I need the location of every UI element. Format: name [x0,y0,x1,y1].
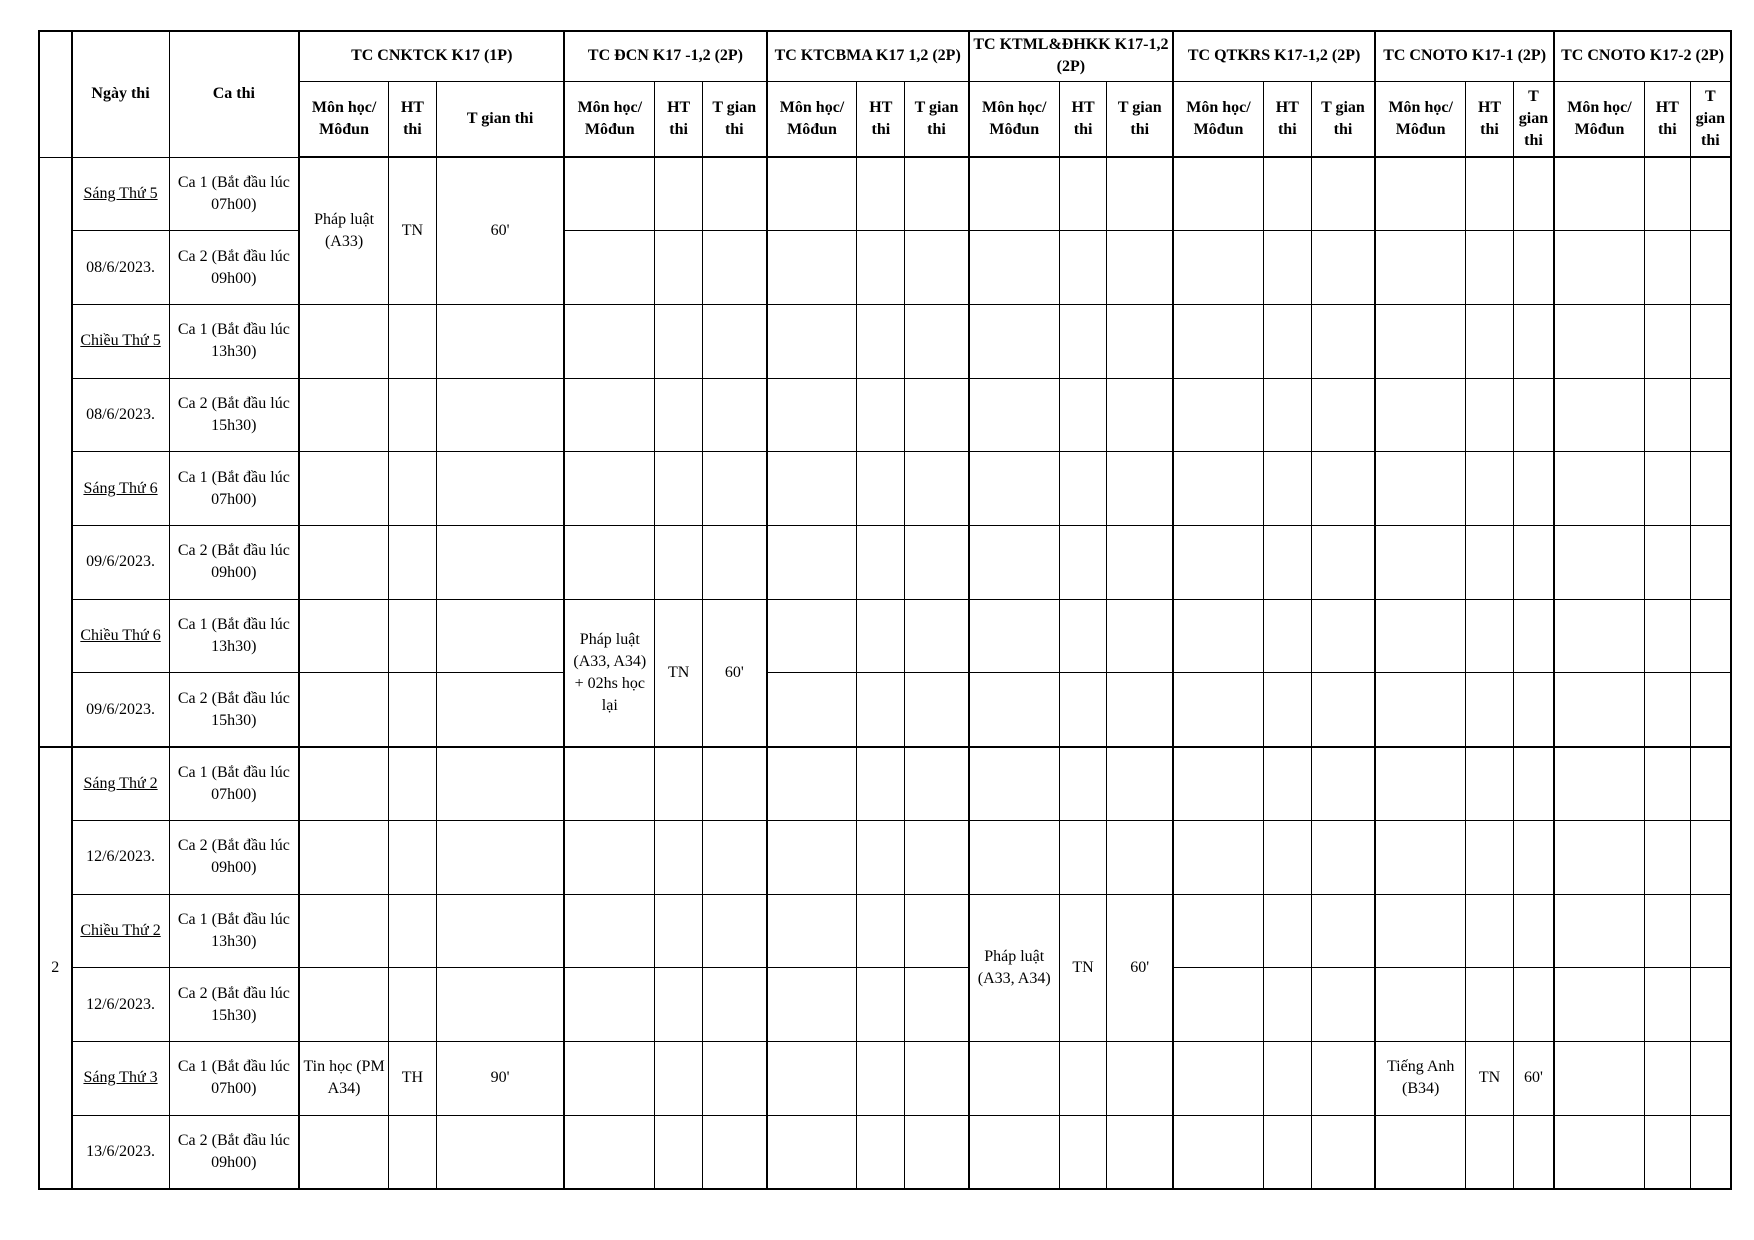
exam-time: 60' [1107,894,1173,1041]
exam-subject: Tin học (PM A34) [299,1041,388,1115]
form-header: HT thi [1263,81,1311,157]
day-label: Chiều Thứ 2 [72,894,170,968]
subject-header: Môn học/ Môđun [969,81,1059,157]
exam-form: TN [1059,894,1107,1041]
day-label: Sáng Thứ 2 [72,747,170,821]
shift-column-header: Ca thi [169,31,299,157]
time-header: T gian thi [703,81,767,157]
shift-cell: Ca 2 (Bắt đầu lúc 09h00) [169,231,299,305]
day-date: 09/6/2023. [72,673,170,747]
day-date: 08/6/2023. [72,231,170,305]
group-header-ktcbma: TC KTCBMA K17 1,2 (2P) [767,31,969,81]
exam-time: 60' [436,157,564,304]
group-header-cnktck: TC CNKTCK K17 (1P) [299,31,564,81]
subject-header: Môn học/ Môđun [1554,81,1644,157]
exam-schedule-table [38,30,1732,1190]
form-header: HT thi [1059,81,1107,157]
shift-cell: Ca 1 (Bắt đầu lúc 13h30) [169,599,299,673]
subject-header: Môn học/ Môđun [1173,81,1263,157]
exam-time: 90' [436,1041,564,1115]
day-label: Sáng Thứ 5 [72,157,170,231]
time-header: T gian thi [905,81,969,157]
shift-cell: Ca 1 (Bắt đầu lúc 07h00) [169,1041,299,1115]
shift-cell: Ca 1 (Bắt đầu lúc 07h00) [169,747,299,821]
exam-time: 60' [1513,1041,1554,1115]
group-header-qtkrs: TC QTKRS K17-1,2 (2P) [1173,31,1375,81]
week-cell-previous [39,157,72,747]
shift-cell: Ca 2 (Bắt đầu lúc 15h30) [169,673,299,747]
exam-subject: Tiếng Anh (B34) [1375,1041,1465,1115]
subject-header: Môn học/ Môđun [564,81,654,157]
form-header: HT thi [1466,81,1514,157]
exam-subject: Pháp luật (A33, A34) + 02hs học lại [564,599,654,746]
day-date: 13/6/2023. [72,1115,170,1189]
exam-time: 60' [703,599,767,746]
day-date: 12/6/2023. [72,820,170,894]
time-header: T gian thi [1107,81,1173,157]
shift-cell: Ca 2 (Bắt đầu lúc 09h00) [169,820,299,894]
shift-cell: Ca 2 (Bắt đầu lúc 15h30) [169,968,299,1042]
time-header: T gian thi [1311,81,1375,157]
shift-cell: Ca 1 (Bắt đầu lúc 13h30) [169,894,299,968]
day-label: Chiều Thứ 6 [72,599,170,673]
exam-form: TN [655,599,703,746]
group-header-dcn: TC ĐCN K17 -1,2 (2P) [564,31,766,81]
shift-cell: Ca 1 (Bắt đầu lúc 07h00) [169,157,299,231]
shift-cell: Ca 1 (Bắt đầu lúc 13h30) [169,304,299,378]
day-date: 12/6/2023. [72,968,170,1042]
subject-header: Môn học/ Môđun [767,81,857,157]
exam-subject: Pháp luật (A33, A34) [969,894,1059,1041]
date-column-header: Ngày thi [72,31,170,157]
day-label: Sáng Thứ 3 [72,1041,170,1115]
exam-form: TH [389,1041,437,1115]
form-header: HT thi [655,81,703,157]
time-header: T gian thi [436,81,564,157]
time-header: T gian thi [1513,81,1554,157]
shift-cell: Ca 2 (Bắt đầu lúc 09h00) [169,1115,299,1189]
exam-form: TN [1466,1041,1514,1115]
shift-cell: Ca 2 (Bắt đầu lúc 15h30) [169,378,299,452]
form-header: HT thi [857,81,905,157]
subject-header: Môn học/ Môđun [299,81,388,157]
day-date: 09/6/2023. [72,526,170,600]
week-column-header [39,31,72,157]
group-header-ktml: TC KTML&ĐHKK K17-1,2 (2P) [969,31,1173,81]
exam-subject: Pháp luật (A33) [299,157,388,304]
week-number-cell: 2 [39,747,72,1189]
shift-cell: Ca 2 (Bắt đầu lúc 09h00) [169,526,299,600]
time-header: T gian thi [1690,81,1731,157]
group-header-cnoto1: TC CNOTO K17-1 (2P) [1375,31,1554,81]
subject-header: Môn học/ Môđun [1375,81,1465,157]
form-header: HT thi [389,81,437,157]
shift-cell: Ca 1 (Bắt đầu lúc 07h00) [169,452,299,526]
day-label: Sáng Thứ 6 [72,452,170,526]
exam-form: TN [389,157,437,304]
day-date: 08/6/2023. [72,378,170,452]
day-label: Chiều Thứ 5 [72,304,170,378]
group-header-cnoto2: TC CNOTO K17-2 (2P) [1554,31,1731,81]
form-header: HT thi [1644,81,1690,157]
